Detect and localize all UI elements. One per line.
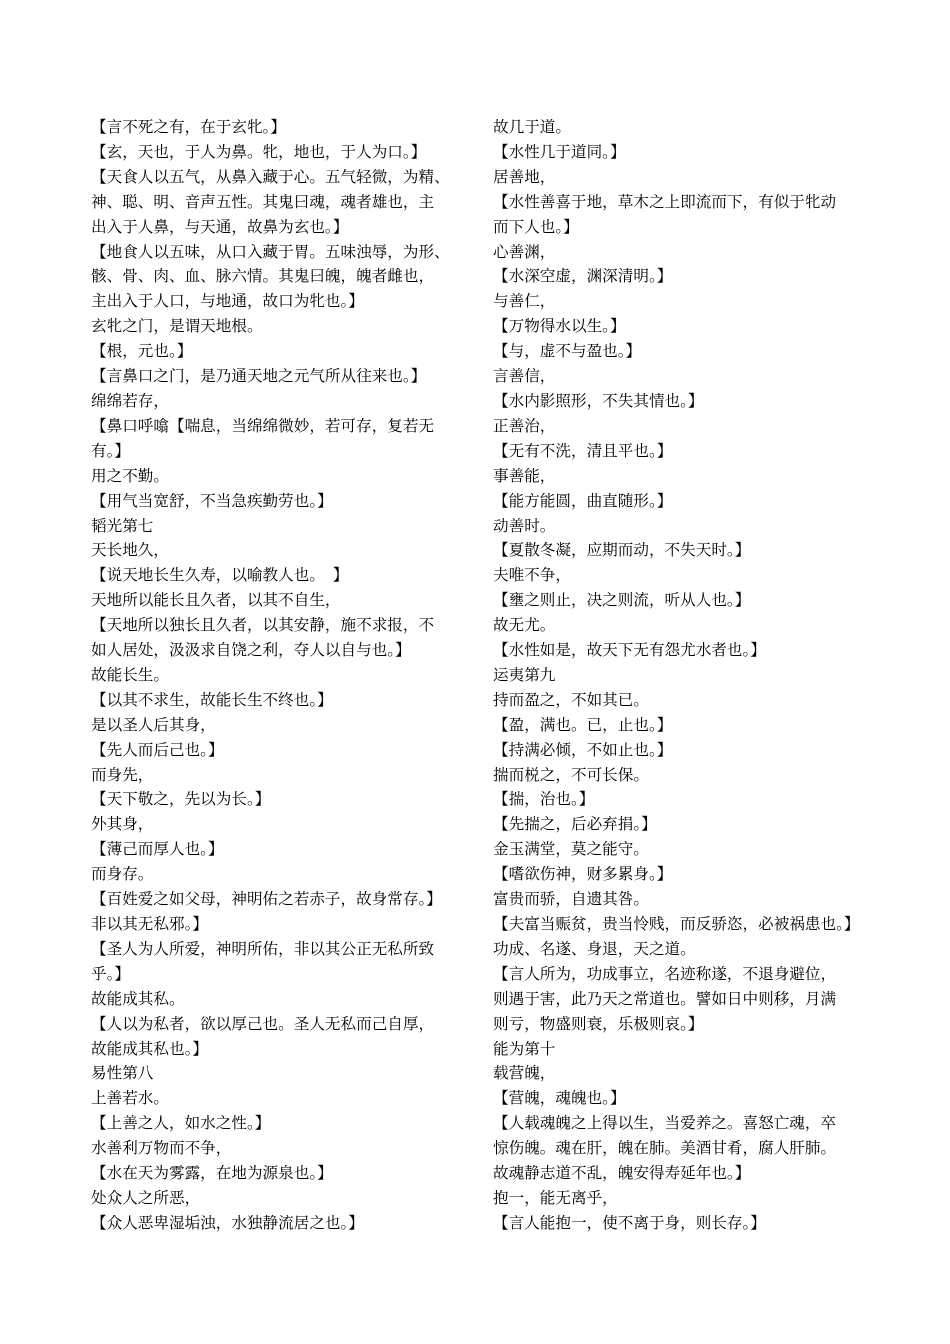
left-column-line: 上善若水。 [91, 1089, 169, 1108]
right-column-line: 故无尤。 [493, 616, 556, 635]
right-text-column [493, 115, 871, 1236]
right-column-line: 心善渊， [493, 242, 556, 261]
right-column-line: 故几于道。 [493, 118, 571, 136]
left-column-line: 【言不死之有，在于玄牝。】 [91, 118, 286, 136]
left-column-line: 【根，元也。】 [91, 342, 193, 361]
left-column-line: 骸、骨、肉、血、脉六情。其鬼曰魄，魄者雌也， [91, 267, 435, 286]
right-column-line: 抱一，能无离乎， [493, 1188, 618, 1207]
left-column-line: 【百姓爱之如父母，神明佑之若赤子，故身常存。】 [91, 890, 442, 909]
left-column-line: 天长地久， [91, 541, 169, 560]
left-column-line: 【玄，天也，于人为鼻。牝，地也，于人为口。】 [91, 142, 427, 161]
left-column-line: 天地所以能长且久者，以其不自生， [91, 591, 341, 610]
right-column-line: 【万物得水以生。】 [493, 317, 626, 336]
left-column-line: 非以其无私邪。】 [91, 915, 208, 933]
right-column-line: 动善时。 [493, 516, 556, 535]
right-column-line: 金玉满堂，莫之能守。 [493, 840, 649, 859]
left-column-line: 出入于人鼻，与天通，故鼻为玄也。】 [91, 217, 349, 236]
right-column-line: 运夷第九 [493, 665, 556, 684]
right-column-line: 言善信， [493, 367, 556, 386]
right-column-line: 能为第十 [493, 1039, 556, 1058]
right-column-line: 载营魄， [493, 1064, 556, 1083]
left-column-line: 【水在天为雾露，在地为源泉也。】 [91, 1164, 333, 1183]
right-column-line: 【水性如是，故天下无有怨尤水者也。】 [493, 641, 766, 660]
right-column-line: 【盈，满也。已，止也。】 [493, 715, 673, 734]
right-column-line: 【水内影照形，不失其情也。】 [493, 391, 704, 410]
left-column-line: 是以圣人后其身， [91, 715, 216, 734]
left-column-line: 水善利万物而不争， [91, 1139, 232, 1158]
right-column-line: 【先揣之，后必弃捐。】 [493, 815, 657, 834]
left-column-line: 【言鼻口之门，是乃通天地之元气所从往来也。】 [91, 367, 427, 386]
right-column-line: 【壅之则止，决之则流，听从人也。】 [493, 591, 751, 610]
right-column-line: 【营魄，魂魄也。】 [493, 1089, 626, 1108]
left-column-line: 【说天地长生久寿，以喻教人也。 】 [91, 566, 349, 585]
left-column-line: 【地食人以五味，从口入藏于胃。五味浊辱，为形、 [91, 242, 450, 261]
right-column-line: 惊伤魄。魂在肝，魄在肺。美酒甘肴，腐人肝肺。 [493, 1139, 837, 1158]
right-column-line: 居善地， [493, 167, 556, 186]
right-column-line: 【水性善喜于地，草木之上即流而下，有似于牝动 [493, 192, 837, 211]
left-column-line: 故能长生。 [91, 665, 169, 684]
left-column-line: 主出入于人口，与地通，故口为牝也。】 [91, 292, 364, 311]
right-column-line: 【水深空虚，渊深清明。】 [493, 267, 673, 286]
left-column-line: 神、聪、明、音声五性。其鬼曰魂，魂者雄也，主 [91, 192, 435, 211]
left-column-line: 【天下敬之，先以为长。】 [91, 790, 271, 809]
right-column-line: 【无有不洗，清且平也。】 [493, 441, 673, 460]
left-column-line: 绵绵若存， [91, 391, 169, 410]
left-column-line: 外其身， [91, 815, 154, 834]
left-column-line: 【薄己而厚人也。】 [91, 840, 224, 859]
left-column-line: 【天地所以独长且久者，以其安静，施不求报，不 [91, 616, 435, 635]
left-column-line: 【用气当宽舒，不当急疾勤劳也。】 [91, 491, 333, 510]
right-column-line: 【夏散冬凝，应期而动，不失天时。】 [493, 541, 751, 560]
right-column-line: 【夫富当赈贫，贵当怜贱，而反骄恣，必被祸患也。】 [493, 915, 860, 933]
left-column-line: 用之不勤。 [91, 466, 169, 485]
right-column-line: 正善治， [493, 416, 556, 435]
right-column-line: 【揣，治也。】 [493, 790, 595, 809]
left-column-line: 乎。】 [91, 964, 130, 983]
left-column-line: 而身存。 [91, 865, 154, 884]
left-text-column [91, 115, 469, 1236]
left-column-line: 玄牝之门，是谓天地根。 [91, 317, 263, 336]
right-column-line: 而下人也。】 [493, 217, 579, 236]
right-column-line: 【与，虚不与盈也。】 [493, 342, 642, 361]
right-column-line: 夫唯不争， [493, 566, 571, 585]
right-column-line: 【人载魂魄之上得以生，当爱养之。喜怒亡魂，卒 [493, 1114, 837, 1133]
right-column-line: 揣而棁之，不可长保。 [493, 765, 649, 784]
left-column-line: 【众人恶卑湿垢浊，水独静流居之也。】 [91, 1213, 364, 1232]
right-column-line: 【嗜欲伤神，财多累身。】 [493, 865, 673, 884]
left-column-line: 【人以为私者，欲以厚己也。圣人无私而己自厚， [91, 1014, 435, 1033]
left-column-line: 故能成其私。 [91, 989, 185, 1008]
left-column-line: 【以其不求生，故能长生不终也。】 [91, 690, 333, 709]
left-column-line: 而身先， [91, 765, 154, 784]
right-column-line: 故魂静志道不乱，魄安得寿延年也。】 [493, 1164, 751, 1183]
right-column-line: 与善仁， [493, 292, 556, 311]
right-column-line: 【言人所为，功成事立，名迹称遂，不退身避位， [493, 964, 837, 983]
left-column-line: 【鼻口呼噏【喘息，当绵绵微妙，若可存，复若无 [91, 416, 435, 435]
right-column-line: 持而盈之，不如其已。 [493, 690, 649, 709]
right-column-line: 【水性几于道同。】 [493, 142, 626, 161]
left-column-line: 故能成其私也。】 [91, 1039, 208, 1058]
left-column-line: 韬光第七 [91, 516, 154, 535]
left-column-line: 处众人之所恶， [91, 1188, 201, 1207]
right-column-line: 【能方能圆，曲直随形。】 [493, 491, 673, 510]
right-column-line: 则亏，物盛则衰，乐极则哀。】 [493, 1014, 704, 1033]
left-column-line: 【圣人为人所爱，神明所佑，非以其公正无私所致 [91, 939, 435, 958]
right-column-line: 则遇于害，此乃天之常道也。譬如日中则移，月满 [493, 989, 837, 1008]
right-column-line: 富贵而骄，自遗其咎。 [493, 890, 649, 909]
right-column-line: 【言人能抱一，使不离于身，则长存。】 [493, 1213, 766, 1232]
right-column-line: 【持满必倾，不如止也。】 [493, 740, 673, 759]
left-column-line: 易性第八 [91, 1064, 154, 1083]
right-column-line: 事善能， [493, 466, 556, 485]
left-column-line: 如人居处，汲汲求自饶之利，夺人以自与也。】 [91, 641, 411, 660]
left-column-line: 【先人而后己也。】 [91, 740, 224, 759]
left-column-line: 有。】 [91, 441, 130, 460]
right-column-line: 功成、名遂、身退，天之道。 [493, 939, 696, 958]
left-column-line: 【上善之人，如水之性。】 [91, 1114, 271, 1133]
left-column-line: 【天食人以五气，从鼻入藏于心。五气轻微，为精、 [91, 167, 450, 186]
